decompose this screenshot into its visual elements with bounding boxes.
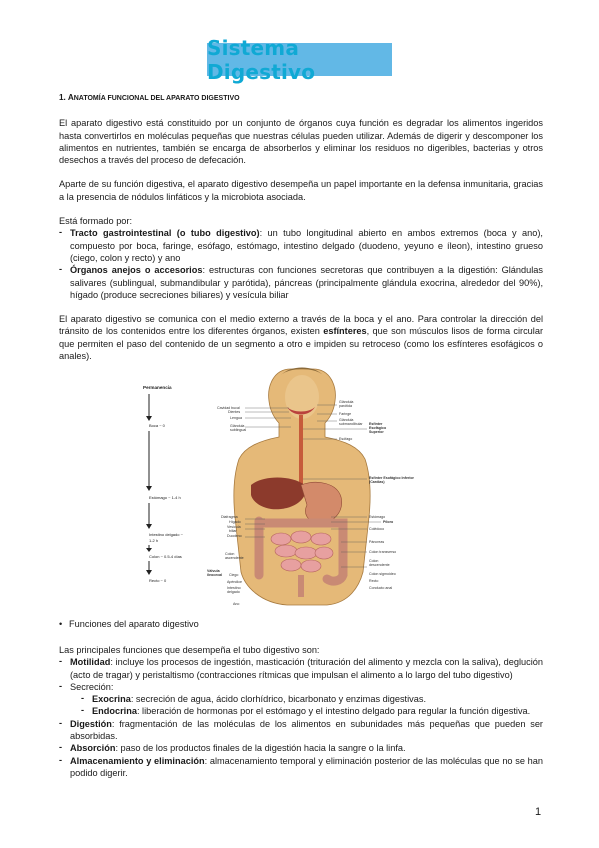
figure-label: Colon: [369, 559, 379, 563]
figure-label: biliar: [229, 529, 237, 533]
figure-label: Lengua: [230, 416, 242, 420]
timeline-label: Intestino delgado ~: [149, 532, 183, 537]
figure-label: Glándula: [339, 400, 354, 404]
timeline-label: Recto ~ 0: [149, 578, 167, 583]
figure-label: descendente: [369, 563, 390, 567]
page-title: Sistema Digestivo: [207, 35, 316, 84]
figure-label: Colon sigmoideo: [369, 572, 396, 576]
figure-label: Dientes: [228, 410, 241, 414]
formed-by-label: Está formado por:: [59, 216, 133, 227]
bullet-icon: •: [59, 619, 63, 629]
timeline-label: Boca ~ 0: [149, 423, 165, 428]
digestive-system-figure: [141, 367, 437, 607]
figure-label: (Cardias): [369, 480, 385, 484]
figure-label: delgado: [227, 590, 240, 594]
functions-list: [59, 656, 543, 779]
figure-label: Intestino: [227, 586, 241, 590]
figure-label: Ano: [233, 602, 240, 606]
figure-label: parótida: [339, 404, 352, 408]
functions-bullet: • Funciones del aparato digestivo: [59, 619, 199, 629]
paragraph-1: El aparato digestivo está constituido por un conjunto de órganos cuya función es degradar los alimentos ingeridos hasta convertirlos en moléculas pequeñas que nuestras células pueden utilizar. Además de digerir y descomponer los alimentos en nutrientes, también se encarga de absorberlos y eliminar los residuos no digeribles, bacterias y otros desechos a través del proceso de defecación.: [59, 118, 543, 166]
figure-label: Colédoco: [369, 527, 385, 531]
figure-label: Apéndice: [227, 580, 242, 584]
paragraph-3: El aparato digestivo se comunica con el medio externo a través de la boca y el ano. Para controlar la dirección del tránsito de los contenidos entre los diferentes órganos, existen esfínteres, que son músculos lisos de forma circular que permiten el paso del contenido de un segmento a otro e impiden su retroceso (como los esfínteres esofágicos o anales).: [59, 314, 543, 362]
figure-label: Faringe: [339, 412, 352, 416]
figure-label: Glándula: [230, 424, 245, 428]
list-item: - Almacenamiento y eliminación: almacenamiento temporal y eliminación posterior de las moléculas que no se han podido digerir.: [59, 755, 543, 780]
figure-label: Esófago: [339, 437, 353, 441]
figure-label: Estómago: [369, 515, 386, 519]
figure-label: Duodeno: [227, 534, 242, 538]
figure-label: Esfínter Esofágico Inferior: [369, 476, 414, 480]
section-number: 1.: [59, 93, 66, 102]
page-number: 1: [535, 806, 542, 818]
section-heading-initial: A: [67, 93, 74, 102]
figure-label: Vesícula: [227, 525, 241, 529]
figure-label: ileocecal: [207, 573, 223, 577]
secretion-list: [81, 693, 543, 718]
figure-label: Recto: [369, 579, 379, 583]
list-item: - Tracto gastrointestinal (o tubo digestivo): un tubo longitudinal abierto en ambos extremos (boca y ano), compuesto por boca, faringe, esófago, estómago, intestino delgado (duodeno, yeyuno e íleon), intestino grueso (ciego, colon y recto) y ano: [59, 227, 543, 264]
figure-label: Hígado: [229, 520, 241, 524]
figure-label: Esfínter: [369, 422, 383, 426]
list-item: - Endocrina: liberación de hormonas por el estómago y el intestino delgado para regular la función digestiva.: [81, 705, 543, 717]
figure-label: Píloro: [383, 520, 394, 524]
figure-label: Superior: [369, 430, 384, 434]
timeline-label: Estómago ~ 1-4 h: [149, 495, 181, 500]
permanence-title: Permanencia: [143, 385, 172, 390]
figure-label: Glándula: [339, 418, 354, 422]
list-item: - Órganos anejos o accesorios: estructuras con funciones secretoras que contribuyen a la digestión: Glándulas salivares (sublingual, submandibular y parótida), páncreas (principalmente glándula exocrina, alrededor del 90%), hígado (produce secreciones biliares) y vesícula biliar: [59, 264, 543, 301]
figure-label: Válvula: [207, 569, 220, 573]
section-heading: [59, 92, 543, 105]
figure-label: sublingual: [230, 428, 247, 432]
parts-list: [59, 227, 543, 301]
body-bottom: [59, 644, 543, 779]
list-item: - Motilidad: incluye los procesos de ingestión, masticación (trituración del alimento y mezcla con la saliva), deglución (acto de tragar) y peristaltismo (contracciones rítmicas que impulsan el alimento a lo largo del tubo digestivo): [59, 656, 543, 681]
figure-label: Ciego: [229, 573, 239, 577]
list-item: - Exocrina: secreción de agua, ácido clorhídrico, bicarbonato y enzimas digestivas.: [81, 693, 543, 705]
figure-label: Esofágico: [369, 426, 387, 430]
figure-label: Páncreas: [369, 540, 385, 544]
timeline-label: Colon ~ 0.5-4 días: [149, 554, 182, 559]
figure-label: Cavidad bucal: [217, 406, 240, 410]
section-heading-rest: NATOMÍA FUNCIONAL DEL APARATO DIGESTIVO: [73, 95, 240, 102]
timeline-label: 1-2 h: [149, 538, 159, 543]
figure-label: Conducto anal: [369, 586, 393, 590]
paragraph-2: Aparte de su función digestiva, el aparato digestivo desempeña un papel importante en la defensa inmunitaria, gracias a la presencia de nódulos linfáticos y la microbiota asociada.: [59, 179, 543, 202]
figure-label: ascendente: [225, 556, 244, 560]
figure-label: submandibular: [339, 422, 363, 426]
figure-label: Diafragma: [221, 515, 238, 519]
figure-label: Colon: [225, 552, 235, 556]
functions-intro: Las principales funciones que desempeña el tubo digestivo son:: [59, 645, 320, 655]
list-item: - Absorción: paso de los productos finales de la digestión hacia la sangre o la linfa.: [59, 742, 543, 754]
list-item: - Secreción: - Exocrina: secreción de agua, ácido clorhídrico, bicarbonato y enzimas digestivas. - Endocrina: liberación de hormonas por el estómago y el intestino delgado para regular la función digestiva.: [59, 681, 543, 718]
body-top: [59, 88, 543, 362]
list-item: - Digestión: fragmentación de las moléculas de los alimentos en subunidades más pequeñas que pueden ser absorbidas.: [59, 718, 543, 743]
figure-label: Colon transverso: [369, 550, 397, 554]
title-banner: [207, 35, 392, 84]
